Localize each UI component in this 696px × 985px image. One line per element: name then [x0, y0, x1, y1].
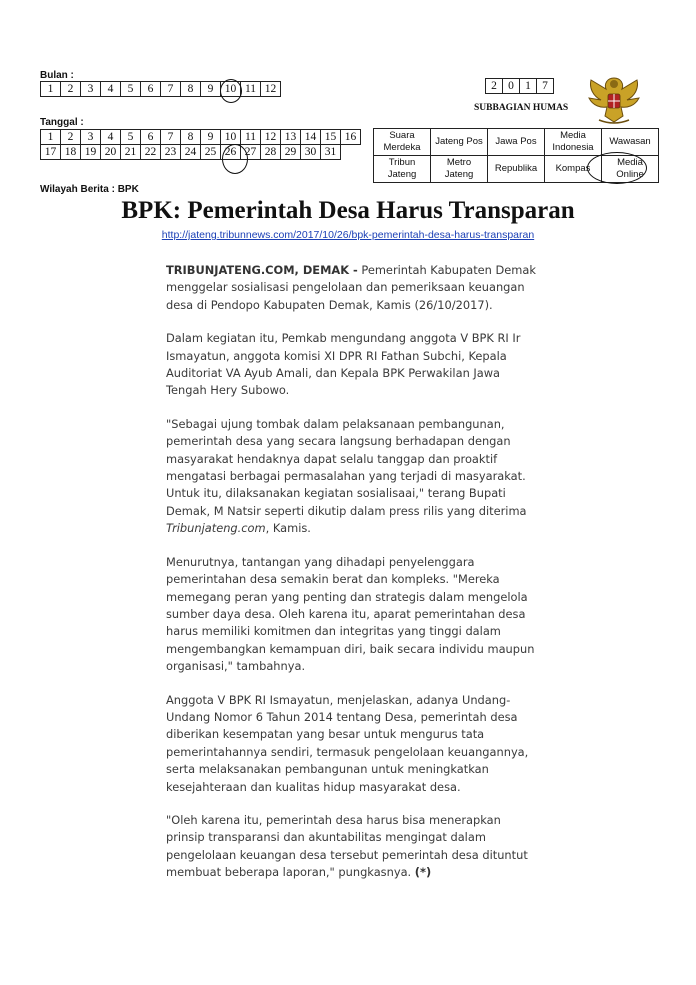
subbagian-humas: SUBBAGIAN HUMAS — [474, 103, 569, 113]
media-cell: Republika — [488, 156, 545, 183]
bulan-selection-circle — [220, 79, 242, 103]
tanggal-cell: 15 — [321, 130, 341, 145]
tanggal-cell: 3 — [81, 130, 101, 145]
article-body — [166, 262, 540, 898]
tanggal-cell: 2 — [61, 130, 81, 145]
wilayah-berita: Wilayah Berita : BPK — [40, 184, 139, 195]
tanggal-cell: 14 — [301, 130, 321, 145]
tanggal-cell: 12 — [261, 130, 281, 145]
tanggal-cell: 17 — [41, 145, 61, 160]
tanggal-cell: 31 — [321, 145, 341, 160]
tanggal-cell: 28 — [261, 145, 281, 160]
media-cell: Tribun Jateng — [374, 156, 431, 183]
tanggal-cell: 23 — [161, 145, 181, 160]
tanggal-cell: 21 — [121, 145, 141, 160]
bulan-cell: 6 — [141, 82, 161, 97]
tanggal-cell: 18 — [61, 145, 81, 160]
bulan-cell: 4 — [101, 82, 121, 97]
bulan-cell: 7 — [161, 82, 181, 97]
media-cell: Metro Jateng — [431, 156, 488, 183]
tanggal-cell: 19 — [81, 145, 101, 160]
bulan-cell: 12 — [261, 82, 281, 97]
year-digit: 1 — [520, 79, 537, 94]
year-digit: 7 — [537, 79, 554, 94]
paragraph-4: Menurutnya, tantangan yang dihadapi penyelenggara pemerintahan desa semakin berat dan kompleks. "Mereka memegang peran yang penting dan strategis dalam mengelola sumber daya desa. Oleh karena itu, aparat pemerintahan desa harus memiliki komitmen dan integritas yang tinggi dalam mengembangkan kemampuan diri, baik secara individu maupun organisasi," tambahnya. — [166, 554, 535, 674]
tanggal-cell: 16 — [341, 130, 361, 145]
bulan-cell: 9 — [201, 82, 221, 97]
paragraph-6: "Oleh karena itu, pemerintah desa harus bisa menerapkan prinsip transparansi dan akuntabilitas mengingat dalam pengelolaan keuangan desa tersebut pemerintah desa dituntut membuat beberapa laporan," pungkasnya. (*) — [166, 812, 528, 880]
tanggal-cell: 6 — [141, 130, 161, 145]
tanggal-cell: 29 — [281, 145, 301, 160]
year-box — [485, 78, 554, 94]
media-cell: Wawasan — [602, 129, 659, 156]
dateline: TRIBUNJATENG.COM, DEMAK - — [166, 263, 358, 277]
bulan-cell: 3 — [81, 82, 101, 97]
year-digit: 2 — [486, 79, 503, 94]
tanggal-cell: 13 — [281, 130, 301, 145]
bulan-cell: 8 — [181, 82, 201, 97]
tanggal-label: Tanggal : — [40, 117, 84, 128]
tanggal-grid — [40, 129, 361, 160]
tanggal-cell: 22 — [141, 145, 161, 160]
bulan-label: Bulan : — [40, 70, 74, 81]
tanggal-cell: 24 — [181, 145, 201, 160]
bulan-cell: 5 — [121, 82, 141, 97]
tanggal-cell: 1 — [41, 130, 61, 145]
media-cell: Jateng Pos — [431, 129, 488, 156]
media-cell: Media Online — [602, 156, 659, 183]
media-cell: Media Indonesia — [545, 129, 602, 156]
bulan-cell: 11 — [241, 82, 261, 97]
source-name: Tribunjateng.com — [166, 521, 266, 536]
article-url-link[interactable]: http://jateng.tribunnews.com/2017/10/26/bpk-pemerintah-desa-harus-transparan — [161, 229, 535, 241]
tanggal-cell: 30 — [301, 145, 321, 160]
tanggal-cell: 27 — [241, 145, 261, 160]
end-mark: (*) — [414, 865, 432, 880]
media-cell: Jawa Pos — [488, 129, 545, 156]
paragraph-5: Anggota V BPK RI Ismayatun, menjelaskan, adanya Undang-Undang Nomor 6 Tahun 2014 tentang Desa, pemerintah desa diberikan kesempatan yang besar untuk mengurus tata pemerintahannya sendiri, termasuk pengelolaan keuangannya, serta melaksanakan pembangunan untuk meningkatkan kesejahteraan dan kualitas hidup masyarakat desa. — [166, 692, 529, 794]
tanggal-cell: 25 — [201, 145, 221, 160]
tanggal-cell: 4 — [101, 130, 121, 145]
year-digit: 0 — [503, 79, 520, 94]
article-title: BPK: Pemerintah Desa Harus Transparan — [121, 197, 575, 224]
tanggal-cell: 10 — [221, 130, 241, 145]
tanggal-cell: 9 — [201, 130, 221, 145]
tanggal-cell: 5 — [121, 130, 141, 145]
tanggal-cell: 20 — [101, 145, 121, 160]
paragraph-3: "Sebagai ujung tombak dalam pelaksanaan pembangunan, pemerintah desa yang secara langsung berhadapan dengan masyarakat hendaknya dapat selalu tanggap dan proaktif mengatasi berbagai permasalahan yang terjadi di masyarakat. Untuk itu, dilaksanakan kegiatan sosialisaai," terang Bupati Demak, M Natsir seperti dikutip dalam press rilis yang diterima Tribunjateng.com, Kamis. — [166, 416, 527, 536]
bulan-cell: 2 — [61, 82, 81, 97]
garuda-emblem-icon — [583, 70, 645, 128]
media-cell: Kompas — [545, 156, 602, 183]
tanggal-cell: 11 — [241, 130, 261, 145]
bulan-cell: 1 — [41, 82, 61, 97]
paragraph-1: TRIBUNJATENG.COM, DEMAK - Pemerintah Kabupaten Demak menggelar sosialisasi pengelolaan dan pemeriksaan keuangan desa di Pendopo Kabupaten Demak, Kamis (26/10/2017). — [166, 263, 536, 312]
bulan-cell: 10 — [221, 82, 241, 97]
tanggal-cell: 26 — [221, 145, 241, 160]
paragraph-2: Dalam kegiatan itu, Pemkab mengundang anggota V BPK RI Ir Ismayatun, anggota komisi XI DPR RI Fathan Subchi, Kepala Auditoriat VA Ayub Amali, dan Kepala BPK Perwakilan Jawa Tengah Hery Subowo. — [166, 331, 521, 398]
bulan-grid — [40, 81, 281, 97]
media-cell: Suara Merdeka — [374, 129, 431, 156]
media-selection-circle — [587, 152, 647, 184]
tanggal-cell: 8 — [181, 130, 201, 145]
tanggal-selection-circle — [222, 144, 248, 174]
tanggal-cell: 7 — [161, 130, 181, 145]
